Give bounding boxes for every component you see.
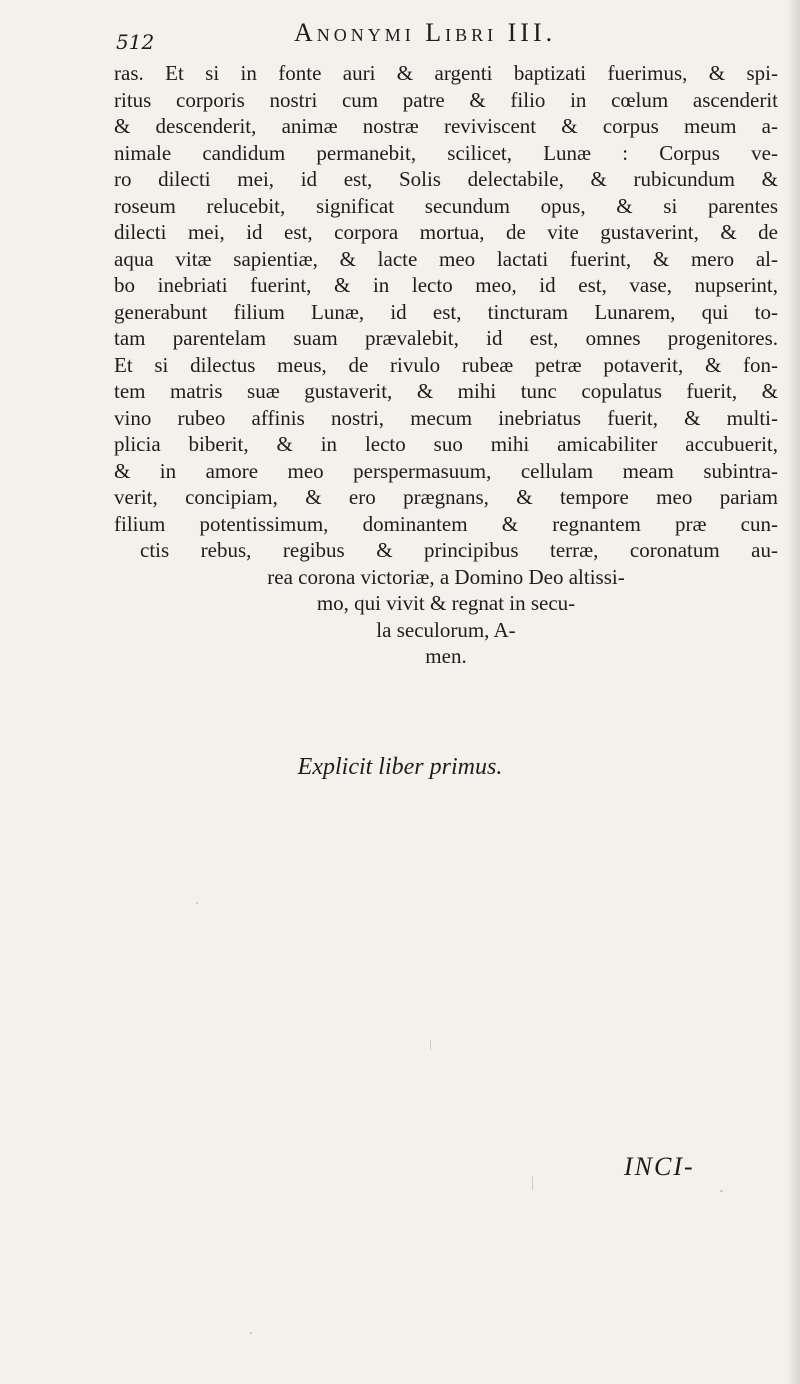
text-line: rea corona victoriæ, a Domino Deo altissi- — [267, 564, 625, 589]
running-head: Anonymi Libri III. — [294, 18, 557, 47]
page-header — [116, 18, 776, 58]
paper-speck — [430, 1040, 431, 1050]
text-line: & in amore meo perspermasuum, cellulam meam subintra- — [114, 458, 778, 483]
text-line: roseum relucebit, significat secundum opus, & si parentes — [114, 193, 778, 218]
paper-speck — [196, 902, 198, 904]
page-edge-shadow — [786, 0, 800, 1384]
text-line: ritus corporis nostri cum patre & filio in cœlum ascenderit — [114, 87, 778, 112]
text-line: ras. Et si in fonte auri & argenti baptizati fuerimus, & spi- — [114, 61, 778, 85]
text-line: dilecti mei, id est, corpora mortua, de vite gustaverint, & de — [114, 220, 778, 244]
text-line: Et si dilectus meus, de rivulo rubeæ petræ potaverit, & fon- — [114, 352, 778, 377]
paper-speck — [250, 1332, 252, 1334]
text-line: generabunt filium Lunæ, id est, tincturam Lunarem, qui to- — [114, 299, 778, 324]
text-line: ctis rebus, regibus & principibus terræ, coronatum au- — [140, 538, 778, 562]
text-line: vino rubeo affinis nostri, mecum inebriatus fuerit, & multi- — [114, 405, 778, 430]
text-line: tem matris suæ gustaverit, & mihi tunc copulatus fuerit, & — [114, 379, 778, 403]
catchword: INCI- — [624, 1152, 695, 1181]
paper-speck — [532, 1176, 533, 1190]
text-line: tam parentelam suam prævalebit, id est, omnes progenitores. — [114, 326, 778, 350]
text-line: bo inebriati fuerint, & in lecto meo, id est, vase, nupserint, — [114, 273, 778, 297]
text-line: aqua vitæ sapientiæ, & lacte meo lactati fuerint, & mero al- — [114, 246, 778, 271]
text-line: ro dilecti mei, id est, Solis delectabile, & rubicundum & — [114, 167, 778, 191]
text-line: filium potentissimum, dominantem & regnantem præ cun- — [114, 511, 778, 536]
text-line: verit, concipiam, & ero prægnans, & tempore meo pariam — [114, 485, 778, 509]
text-line: mo, qui vivit & regnat in secu- — [316, 591, 576, 615]
explicit-line: Explicit liber primus. — [297, 754, 503, 780]
text-line: nimale candidum permanebit, scilicet, Lunæ : Corpus ve- — [114, 140, 778, 165]
text-line: la seculorum, A- — [376, 617, 516, 642]
text-line: & descenderit, animæ nostræ reviviscent & corpus meum a- — [114, 114, 778, 138]
page-number: 512 — [116, 30, 155, 54]
body-text — [114, 60, 778, 670]
text-line: plicia biberit, & in lecto suo mihi amicabiliter accubuerit, — [114, 432, 778, 456]
text-line: men. — [425, 644, 467, 668]
paper-speck — [720, 1190, 723, 1192]
